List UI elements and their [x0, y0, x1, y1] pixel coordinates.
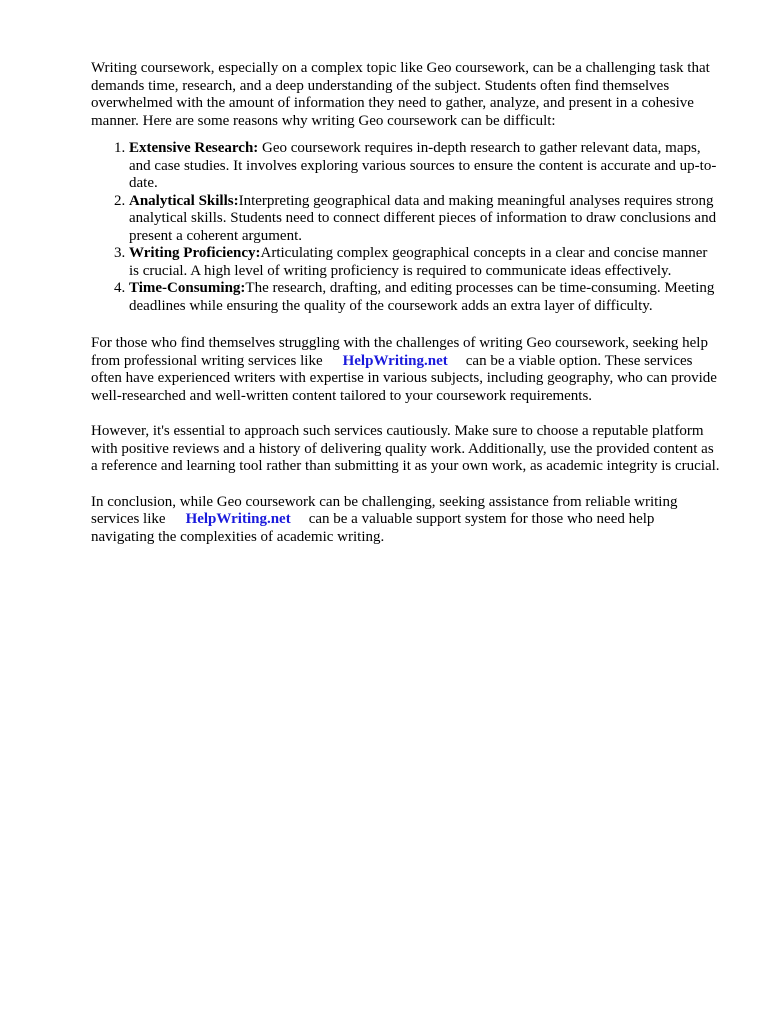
- list-item: [129, 140, 721, 193]
- caution-paragraph: However, it's essential to approach such services cautiously. Make sure to choose a reputable platform with positive reviews and a history of delivering quality work. Additionally, use the provided content as a reference and learning tool rather than submitting it as your own work, as academic integrity is crucial.: [91, 423, 720, 474]
- intro-paragraph: Writing coursework, especially on a complex topic like Geo coursework, can be a challenging task that demands time, research, and a deep understanding of the subject. Students often find themselves overwhelmed with the amount of information they need to gather, analyze, and present in a cohesive manner. Here are some reasons why writing Geo coursework can be difficult:: [91, 60, 710, 129]
- list-item-text: The research, drafting, and editing processes can be time-consuming. Meeting deadlines while ensuring the quality of the coursework adds an extra layer of difficulty.: [129, 280, 715, 314]
- list-item: [129, 245, 721, 280]
- reasons-list: [91, 140, 721, 315]
- list-item: [129, 193, 721, 246]
- list-item-term: Analytical Skills:: [129, 192, 239, 209]
- conclusion-text-after: can be a valuable support system for those who need help navigating the complexities of academic writing.: [91, 511, 655, 545]
- list-item-term: Time-Consuming:: [129, 280, 246, 296]
- conclusion-paragraph: [91, 494, 721, 547]
- list-item-text: Articulating complex geographical concepts in a clear and concise manner is crucial. A high level of writing proficiency is required to communicate ideas effectively.: [129, 245, 708, 279]
- document-page: [91, 60, 721, 564]
- services-paragraph: [91, 335, 721, 405]
- conclusion-text-before: In conclusion, while Geo coursework can be challenging, seeking assistance from reliable writing services like: [91, 493, 678, 527]
- services-text-after: can be a viable option. These services often have experienced writers with expertise in various subjects, including geography, who can provide well-researched and well-written content tailored to your coursework requirements.: [91, 352, 717, 404]
- services-text-before: For those who find themselves struggling with the challenges of writing Geo coursework, seeking help from professional writing services like: [91, 335, 708, 369]
- list-item-term: Extensive Research:: [129, 140, 259, 156]
- helpwriting-link-conclusion[interactable]: HelpWriting.net: [185, 511, 291, 527]
- helpwriting-link[interactable]: HelpWriting.net: [342, 352, 448, 369]
- list-item-text: Interpreting geographical data and making meaningful analyses requires strong analytical skills. Students need to connect different pieces of information to draw conclusions and present a coherent argument.: [129, 192, 717, 244]
- list-item-text: Geo coursework requires in-depth research to gather relevant data, maps, and case studies. It involves exploring various sources to ensure the content is accurate and up-to-date.: [129, 140, 717, 191]
- list-item-term: Writing Proficiency:: [129, 245, 261, 261]
- list-item: [129, 280, 721, 315]
